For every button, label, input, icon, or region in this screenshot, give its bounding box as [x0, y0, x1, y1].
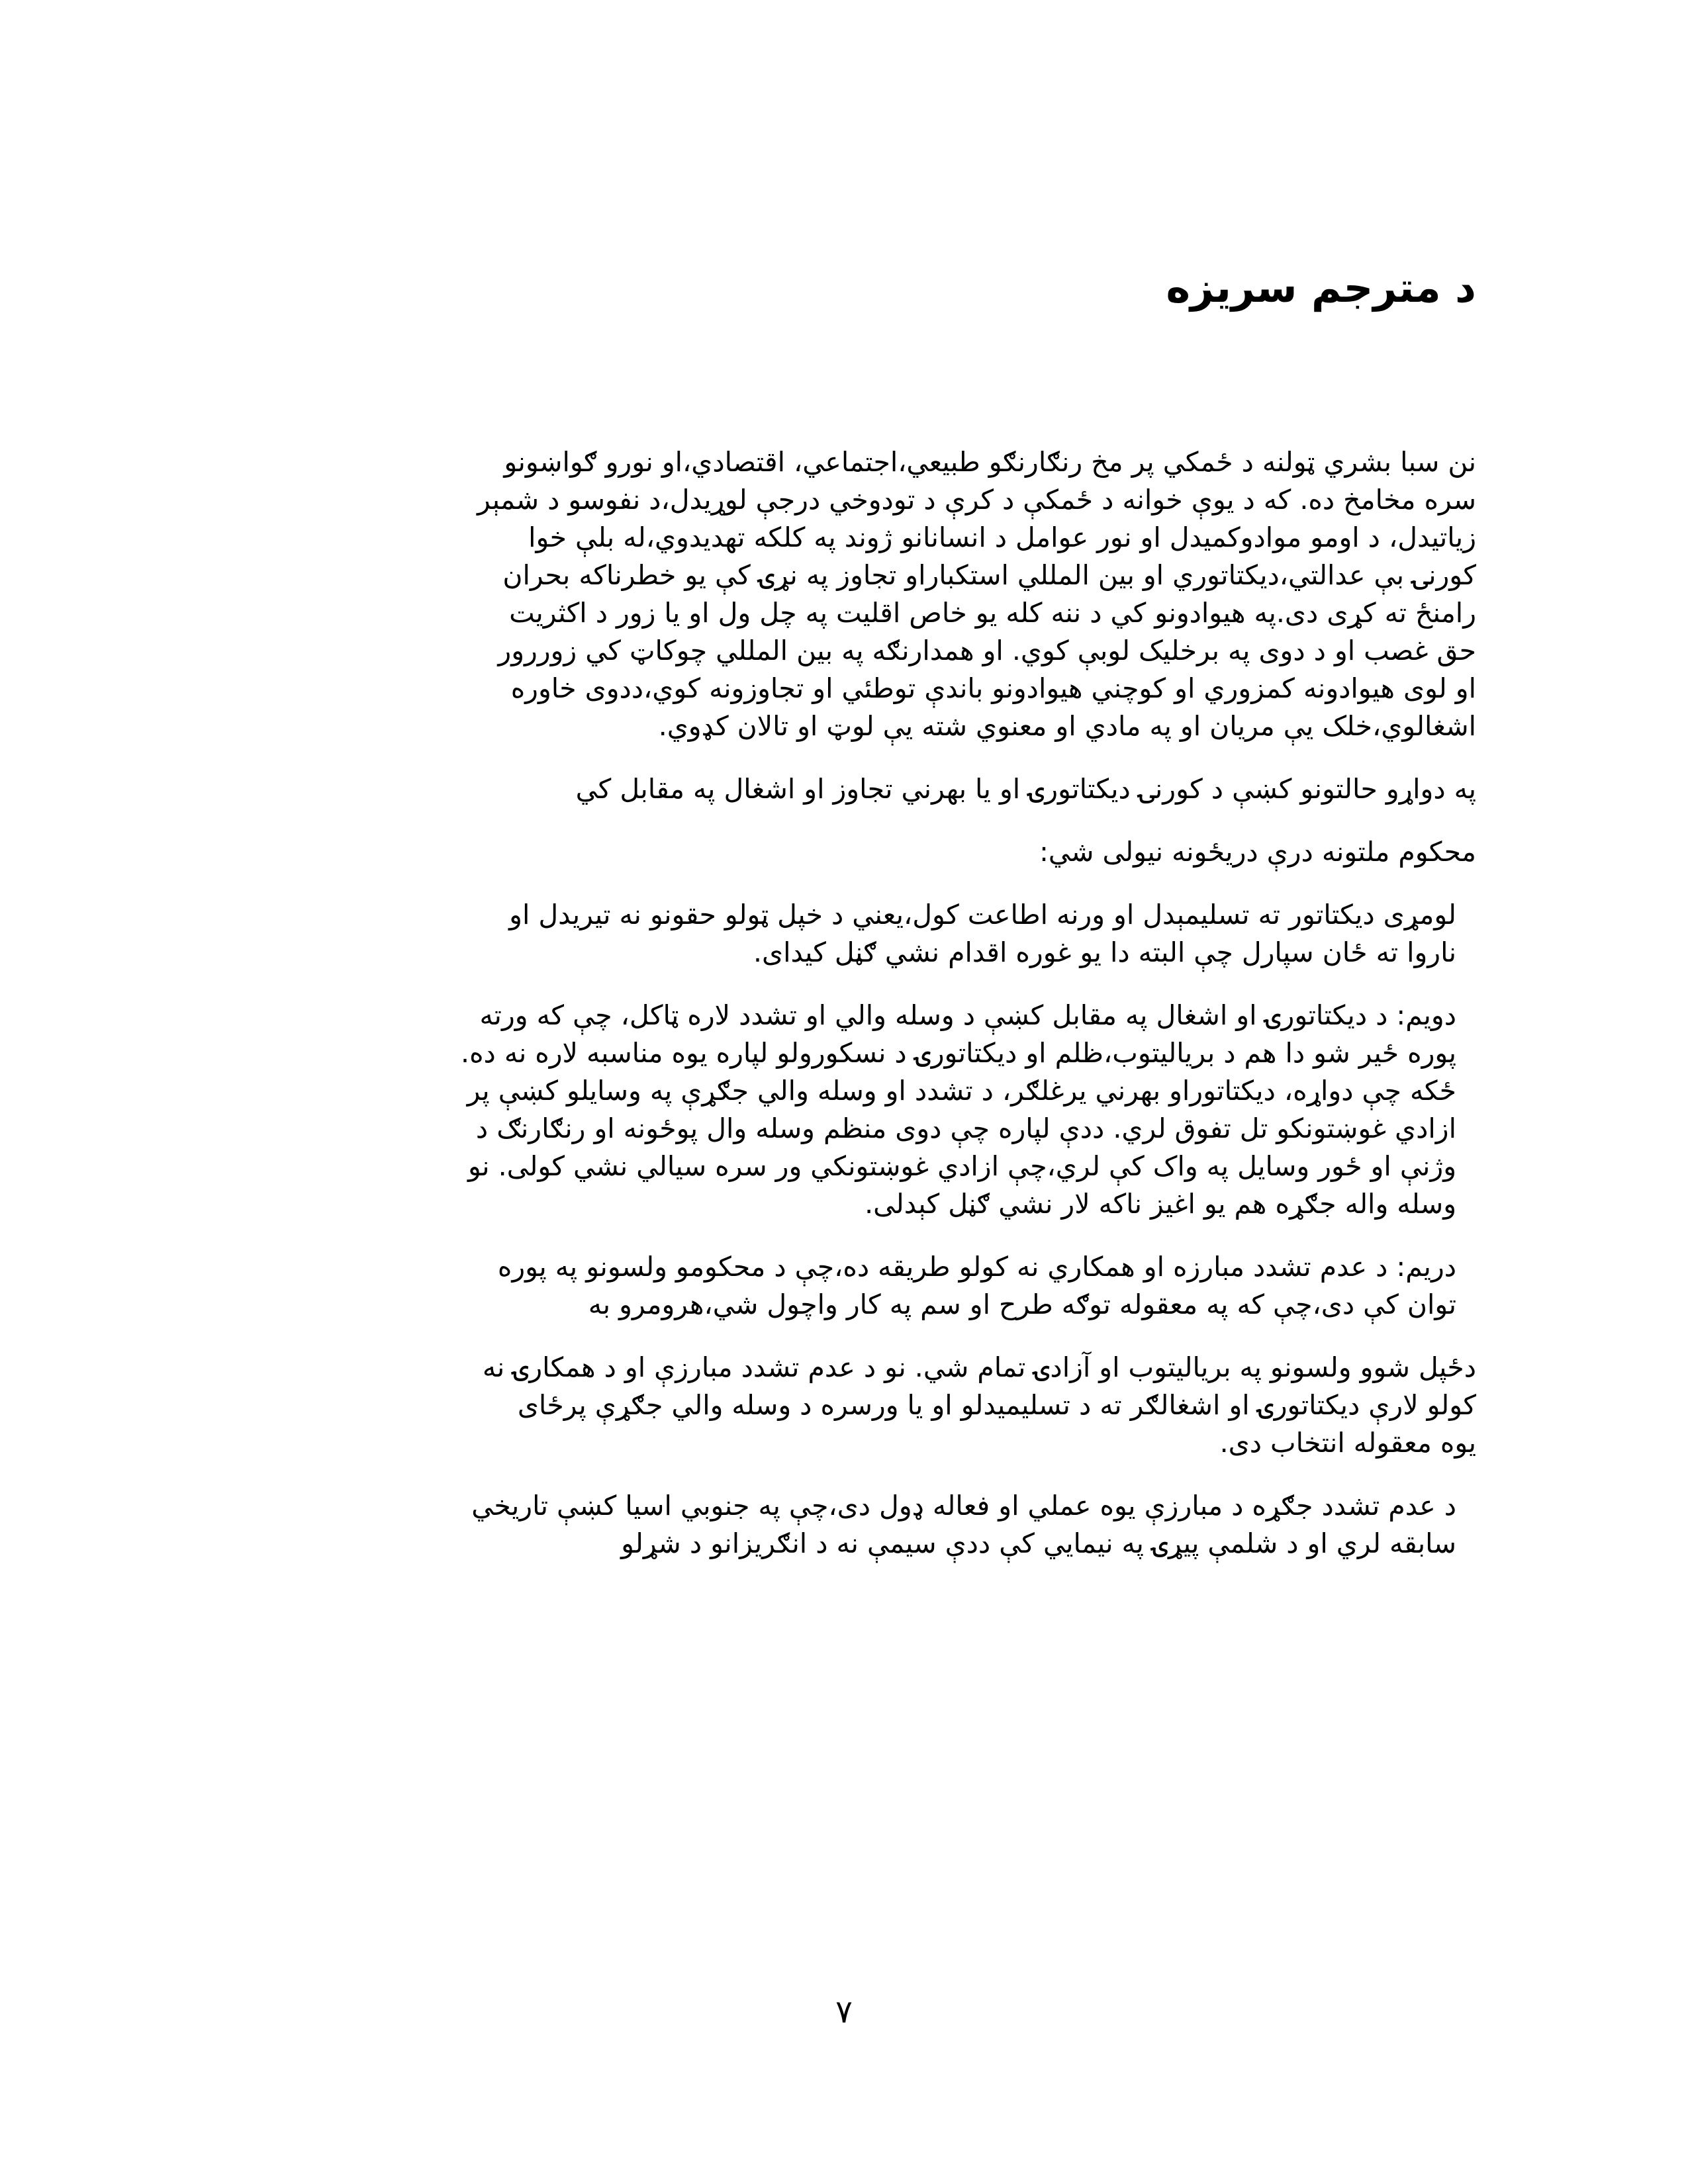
paragraph: [199, 1487, 1476, 1563]
text-line: سابقه لري او د شلمې پيړۍ په نيمايي کې ددې سيمې نه د انګريزانو د شړلو: [621, 1527, 1456, 1559]
paragraph: [199, 997, 1476, 1223]
text-line: حق غصب او د دوی په برخليک لوبې کوي. او همدارنګه په بين المللي چوکاټ کي زوررور: [498, 635, 1476, 666]
text-line: دريم: د عدم تشدد مبارزه او همکاري نه کولو طريقه ده،چې د محکومو ولسونو په پوره: [497, 1251, 1456, 1283]
text-line: پوره ځير شو دا هم د برياليتوب،ظلم او ديکتاتورۍ د نسکورولو لپاره يوه مناسبه لاره نه ده.: [461, 1037, 1456, 1069]
text-line: د عدم تشدد جګړه د مبارزې يوه عملي او فعاله ډول دی،چې په جنوبي اسيا کښې تاريخي: [471, 1490, 1456, 1522]
text-line: محکوم ملتونه درې دريځونه نيولی شي:: [1039, 836, 1476, 868]
paragraph: [199, 1248, 1476, 1324]
text-line: ازادي غوښتونکو تل تفوق لري. ددې لپاره چې دوی منظم وسله وال پوځونه او رنګارنګ د: [475, 1113, 1456, 1144]
text-line: په دواړو حالتونو کښې د کورنۍ ديکتاتورۍ او يا بهرني تجاوز او اشغال په مقابل کي: [575, 773, 1476, 805]
text-line: وژنې او ځور وسايل په واک کې لري،چې ازادي غوښتونکي ور سره سيالي نشي کولی. نو: [468, 1150, 1456, 1182]
text-line: رامنځ ته کړی دی.په هيوادونو کي د ننه کله يو خاص اقليت په چل ول او يا زور د اکثريت: [509, 597, 1476, 629]
text-line: او لوی هيوادونه کمزوري او کوچني هيوادونو باندې توطئي او تجاوزونه کوي،ددوی خاوره: [510, 672, 1476, 704]
text-line: اشغالوي،خلک يې مريان او په مادي او معنوي شته يې لوټ او تالان کډوي.: [658, 710, 1476, 742]
text-line: ځکه چې دواړه، ديکتاتوراو بهرني يرغلګر، د تشدد او وسله والي جګړې په وسايلو کښې پر: [467, 1075, 1456, 1107]
text-line: دځپل شوو ولسونو په برياليتوب او آزادۍ تمام شي. نو د عدم تشدد مبارزې او د همکارۍ نه: [482, 1351, 1476, 1383]
text-line: يوه معقوله انتخاب دی.: [1219, 1427, 1476, 1459]
text-line: لومړی ديکتاتور ته تسليمېدل او ورنه اطاعت کول،يعني د خپل ټولو حقونو نه تيريدل او: [509, 899, 1456, 931]
body-text: [199, 443, 1476, 1588]
text-line: سره مخامخ ده. که د يوې خوانه د ځمکې د کرې د تودوخي درجې لوړیدل،د نفوسو د شمېر: [477, 484, 1476, 516]
text-line: کورنۍ بې عدالتي،ديکتاتوري او بين المللي استکباراو تجاوز په نړۍ کې يو خطرناکه بحران: [502, 559, 1476, 591]
paragraph: [199, 833, 1476, 871]
text-line: نن سبا بشري ټولنه د ځمکي پر مخ رنګارنګو طبيعي،اجتماعي، اقتصادي،او نورو ګواښونو: [504, 446, 1476, 478]
page-title: د مترجم سریزه: [1166, 263, 1476, 312]
text-line: توان کې دی،چې که په معقوله توګه طرح او سم په کار واچول شي،هرومرو به: [588, 1289, 1456, 1320]
text-line: زیاتیدل، د اومو موادوکمیدل او نور عوامل د انسانانو ژوند په کلکه تهديدوي،له بلې خوا: [528, 522, 1476, 553]
page-number: ۷: [835, 1993, 853, 2030]
paragraph: [199, 1349, 1476, 1462]
text-line: وسله واله جګړه هم يو اغيز ناکه لار نشي ګڼل کېدلی.: [865, 1188, 1456, 1220]
text-line: دويم: د ديکتاتورۍ او اشغال په مقابل کښې د وسله والي او تشدد لاره ټاکل، چې که ورته: [479, 999, 1456, 1031]
text-line: ناروا ته ځان سپارل چې البته دا يو غوره اقدام نشي ګڼل کيدای.: [753, 936, 1456, 968]
paragraph: [199, 770, 1476, 808]
paragraph: [199, 896, 1476, 972]
text-line: کولو لارې ديکتاتورۍ او اشغالګر ته د تسليميدلو او يا ورسره د وسله والي جګړې پرځای: [517, 1389, 1476, 1421]
paragraph: [199, 443, 1476, 745]
